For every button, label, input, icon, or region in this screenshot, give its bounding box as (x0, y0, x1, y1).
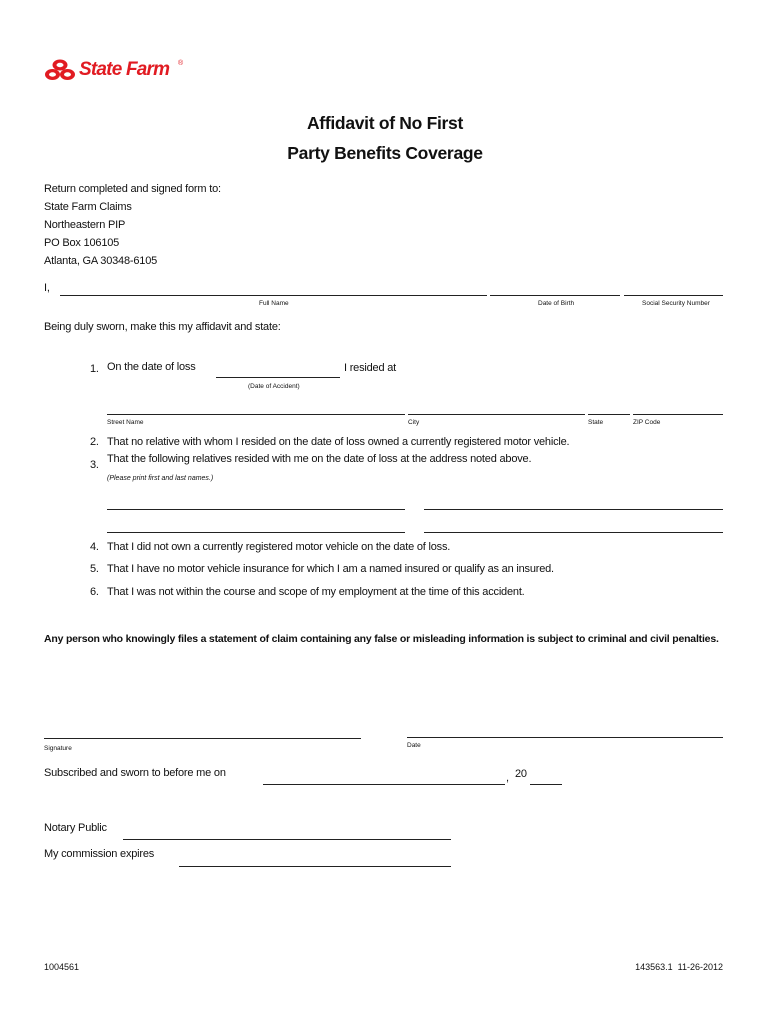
declarant-prefix: I, (44, 282, 50, 294)
item1-text-before: On the date of loss (107, 361, 196, 373)
state-label: State (588, 419, 604, 426)
relative-name-field-2[interactable] (424, 509, 723, 510)
subscribed-comma: , (506, 772, 509, 784)
full-name-field[interactable] (60, 295, 487, 296)
page-title-line1: Affidavit of No First (306, 113, 464, 133)
item3-note: (Please print first and last names.) (107, 475, 214, 482)
notary-public-field[interactable] (123, 839, 451, 840)
notary-public-label: Notary Public (44, 822, 107, 834)
street-label: Street Name (107, 419, 144, 426)
city-field[interactable] (408, 414, 585, 415)
item6-text: That I was not within the course and scope of my employment at the time of this accident. (107, 586, 525, 598)
state-farm-logo (44, 58, 194, 84)
zip-label: ZIP Code (633, 419, 661, 426)
date-label: Date (407, 742, 421, 749)
item5-number: 5. (90, 563, 99, 575)
item6-number: 6. (90, 586, 99, 598)
street-field[interactable] (107, 414, 405, 415)
penalty-warning: Any person who knowingly files a statement of claim containing any false or misleading information is subject to criminal and civil penalties. (44, 633, 719, 645)
relative-name-field-4[interactable] (424, 532, 723, 533)
item2-text: That no relative with whom I resided on the date of loss owned a currently registered motor vehicle. (107, 436, 570, 448)
item3-number: 3. (90, 459, 99, 471)
ssn-field[interactable] (624, 295, 723, 296)
ssn-label: Social Security Number (642, 300, 710, 307)
date-of-loss-field[interactable] (216, 377, 340, 378)
return-address-line4: Atlanta, GA 30348-6105 (44, 255, 158, 267)
registered-mark: ® (178, 60, 184, 67)
state-field[interactable] (588, 414, 630, 415)
date-field[interactable] (407, 737, 723, 738)
full-name-label: Full Name (259, 300, 289, 307)
commission-expires-field[interactable] (179, 866, 451, 867)
dob-label: Date of Birth (538, 300, 575, 307)
city-label: City (408, 419, 420, 426)
return-instruction: Return completed and signed form to: (44, 183, 221, 195)
page-title-line2: Party Benefits Coverage (287, 143, 483, 163)
item2-number: 2. (90, 436, 99, 448)
item4-text: That I did not own a currently registered motor vehicle on the date of loss. (107, 541, 451, 553)
return-address-line1: State Farm Claims (44, 201, 132, 213)
year-prefix: 20 (515, 768, 527, 780)
relative-name-field-3[interactable] (107, 532, 405, 533)
zip-field[interactable] (633, 414, 723, 415)
item1-text-after: I resided at (344, 362, 397, 374)
return-address-line3: PO Box 106105 (44, 237, 120, 249)
sworn-statement: Being duly sworn, make this my affidavit and state: (44, 321, 281, 333)
subscribed-date-field[interactable] (263, 784, 505, 785)
three-ovals-logo-icon (44, 58, 76, 82)
signature-label: Signature (44, 745, 72, 752)
year-field[interactable] (530, 784, 562, 785)
commission-expires-label: My commission expires (44, 848, 155, 860)
footer-revision: 143563.1 11-26-2012 (635, 962, 723, 972)
signature-field[interactable] (44, 738, 361, 739)
subscribed-text: Subscribed and sworn to before me on (44, 767, 226, 779)
return-address-line2: Northeastern PIP (44, 219, 126, 231)
date-of-accident-caption: (Date of Accident) (248, 383, 300, 390)
item4-number: 4. (90, 541, 99, 553)
item3-text: That the following relatives resided with me on the date of loss at the address noted above. (107, 453, 532, 465)
item5-text: That I have no motor vehicle insurance for which I am a named insured or qualify as an insured. (107, 563, 554, 575)
dob-field[interactable] (490, 295, 620, 296)
brand-name: State Farm (79, 59, 170, 80)
footer-form-number: 1004561 (44, 962, 80, 972)
relative-name-field-1[interactable] (107, 509, 405, 510)
item1-number: 1. (90, 363, 99, 375)
